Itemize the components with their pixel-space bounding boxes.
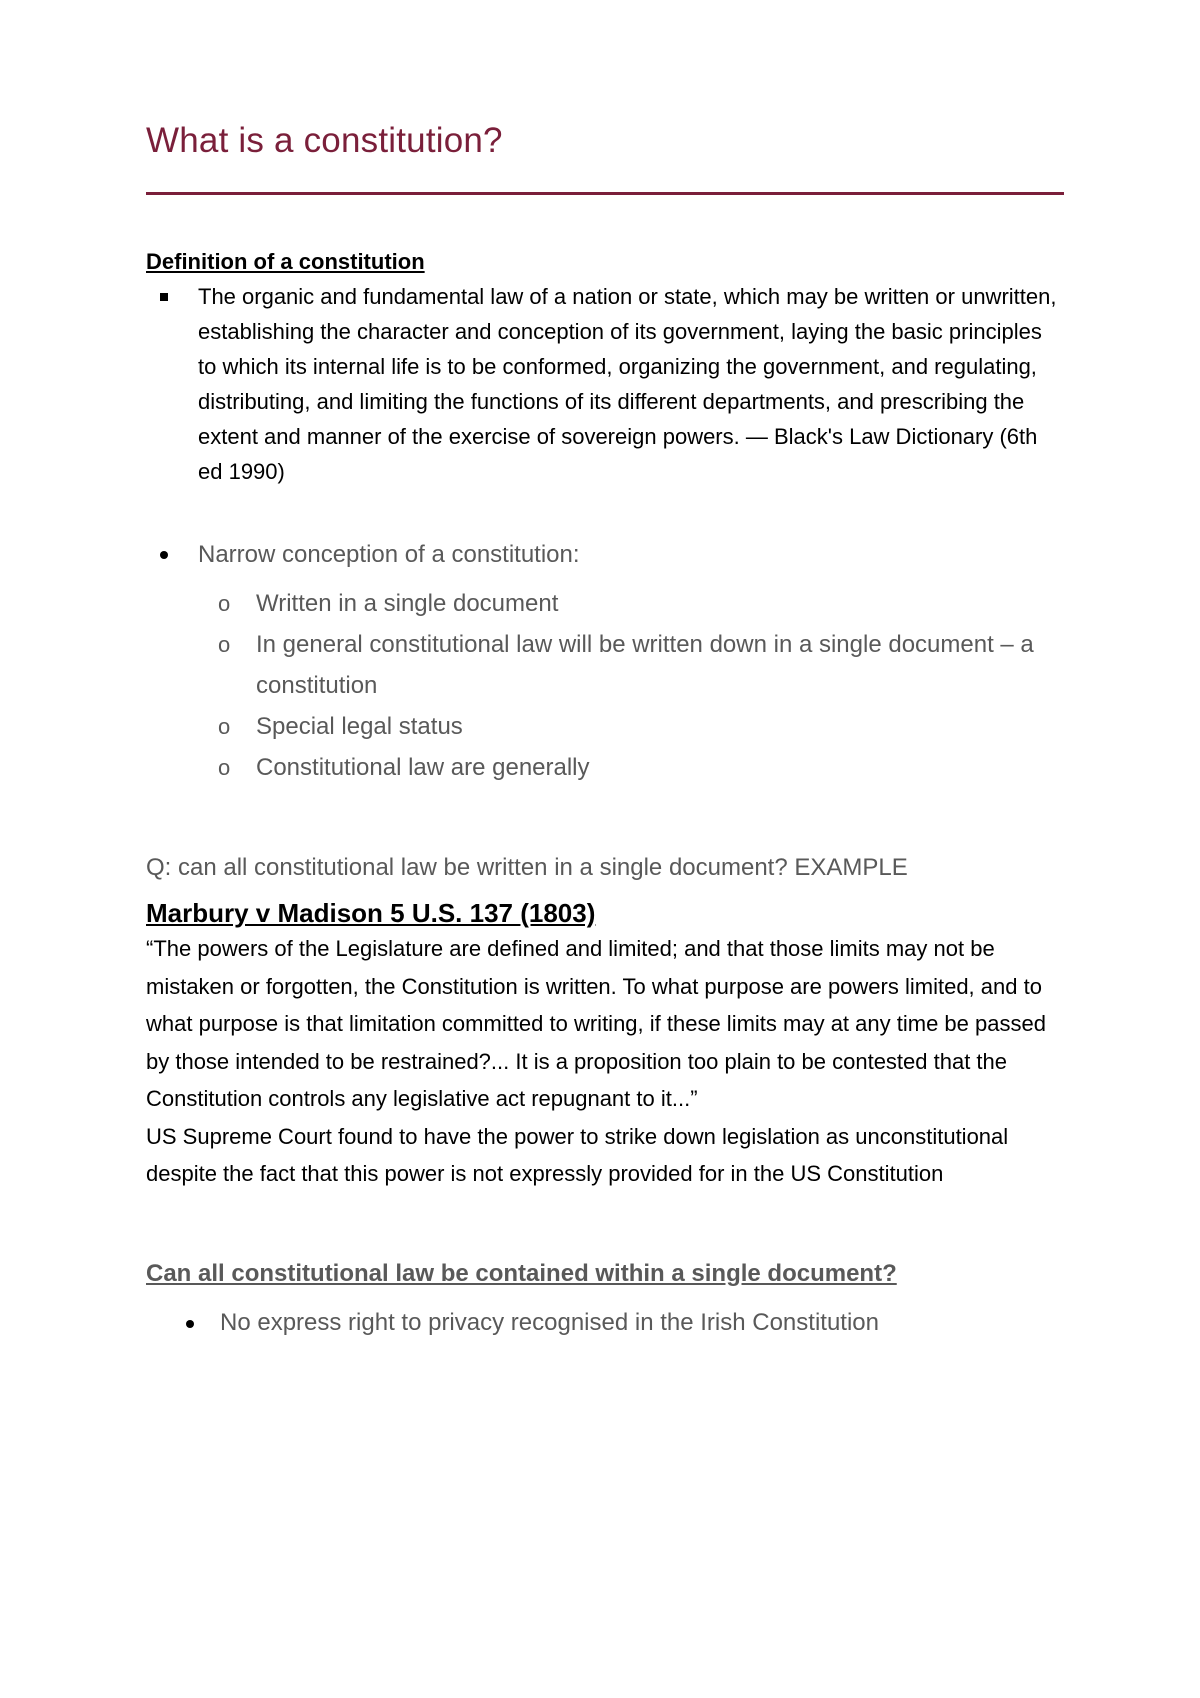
definition-list <box>146 279 1066 489</box>
round-bullet-icon <box>186 1320 194 1328</box>
circle-bullet-icon: o <box>218 632 231 657</box>
narrow-conception-label: Narrow conception of a constitution: <box>198 541 580 568</box>
list-item <box>146 1305 1066 1341</box>
round-bullet-icon <box>160 551 168 559</box>
narrow-conception-list <box>146 535 1066 575</box>
list-item <box>146 583 1036 624</box>
circle-bullet-icon: o <box>218 755 231 780</box>
definition-heading: Definition of a constitution <box>146 249 425 274</box>
page-title: What is a constitution? <box>146 121 503 160</box>
case-quote: “The powers of the Legislature are defined and limited; and that those limits may not be mistaken or forgotten, the Constitution is written. To what purpose are powers limited, and to what purpose is that limitation committed to writing, if these limits may at any time be passed by those intended to be restrained?... It is a proposition too plain to be contested that the Constitution controls any legislative act repugnant to it...” <box>146 936 1046 1111</box>
question-text: Q: can all constitutional law be written in a single document? EXAMPLE <box>146 854 908 881</box>
circle-bullet-icon: o <box>218 591 231 616</box>
case-finding: US Supreme Court found to have the power to strike down legislation as unconstitutional despite the fact that this power is not expressly provided for in the US Constitution <box>146 1123 1009 1186</box>
sublist-text: Constitutional law are generally <box>256 754 590 781</box>
privacy-text: No express right to privacy recognised in the Irish Constitution <box>220 1308 879 1336</box>
case-heading: Marbury v Madison 5 U.S. 137 (1803) <box>146 898 596 928</box>
narrow-conception-sublist <box>146 583 1066 788</box>
list-item <box>146 535 1066 575</box>
sublist-text: Written in a single document <box>256 590 559 617</box>
definition-text: The organic and fundamental law of a nation or state, which may be written or unwritten, establishing the character and conception of its government, laying the basic principles to which its internal life is to be conformed, organizing the government, and regulating, distributing, and limiting the functions of its different departments, and prescribing the extent and manner of the exercise of sovereign powers. — Black's Law Dictionary (6th ed 1990) <box>198 284 1057 484</box>
list-item <box>146 747 1036 788</box>
sublist-text: Special legal status <box>256 713 463 740</box>
section-heading: Can all constitutional law be contained within a single document? <box>146 1259 897 1287</box>
sublist-text: In general constitutional law will be written down in a single document – a constitution <box>256 631 1034 699</box>
title-divider <box>146 192 1064 195</box>
list-item <box>146 706 1036 747</box>
list-item <box>146 279 1058 489</box>
circle-bullet-icon: o <box>218 714 231 739</box>
square-bullet-icon <box>160 293 168 301</box>
privacy-list <box>146 1305 1066 1341</box>
document-content <box>146 118 1066 1341</box>
list-item <box>146 624 1036 706</box>
